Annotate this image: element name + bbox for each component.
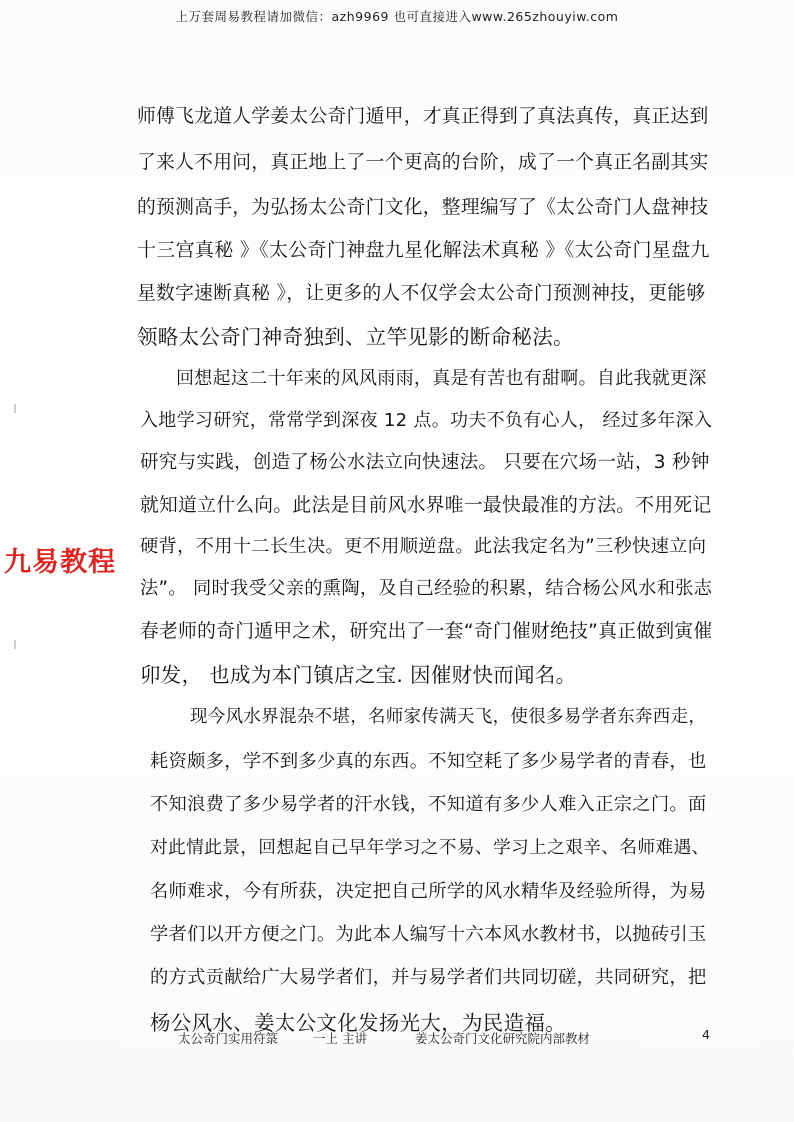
text-line: 不知浪费了多少易学者的汗水钱，不知道有多少人难入正宗之门。面 [150, 794, 707, 815]
text-line: 现今风水界混杂不堪，名师家传满天飞，使很多易学者东奔西走， [190, 707, 707, 727]
text-line: 的预测高手，为弘扬太公奇门文化，整理编写了《太公奇门人盘神技 [137, 197, 709, 218]
text-line: 卯发， 也成为本门镇店之宝. 因催财快而闻名。 [140, 663, 577, 687]
text-line: 入地学习研究，常常学到深夜 12 点。功夫不负有心人， 经过多年深入 [140, 410, 713, 431]
text-line: 耗资颇多，学不到多少真的东西。不知空耗了多少易学者的青春，也 [150, 751, 707, 772]
text-line: 学者们以开方便之门。为此本人编写十六本风水教材书，以抛砖引玉 [150, 924, 707, 945]
text-line: 硬背，不用十二长生决。更不用顺逆盘。此法我定名为”三秒快速立向 [140, 536, 707, 557]
footer-title: 太公奇门实用符箓 [178, 1031, 279, 1046]
margin-mark [14, 640, 16, 649]
text-line: 杨公风水、姜太公文化发扬光大，为民造福。 [150, 1011, 566, 1035]
text-line: 回想起这二十年来的风风雨雨，真是有苦也有甜啊。自此我就更深 [176, 368, 707, 389]
text-line: 星数字速断真秘 》，让更多的人不仅学会太公奇门预测神技，更能够 [137, 283, 706, 304]
footer-author: 一上 主讲 [313, 1031, 367, 1046]
footer-publisher: 姜太公奇门文化研究院内部教材 [415, 1031, 591, 1046]
watermark-logo: 九易教程 [4, 547, 116, 578]
text-line: 春老师的奇门遁甲之术，研究出了一套“奇门催财绝技”真正做到寅催 [140, 621, 713, 642]
text-line: 就知道立什么向。此法是目前风水界唯一最快最准的方法。不用死记 [140, 495, 712, 516]
page-header: 上万套周易教程请加微信：azh9969 也可直接进入www.265zhouyiw.com [175, 9, 619, 24]
text-line: 师傅飞龙道人学姜太公奇门遁甲，才真正得到了真法真传，真正达到 [137, 106, 709, 127]
text-line: 十三宫真秘 》《太公奇门神盘九星化解法术真秘 》《太公奇门星盘九 [137, 239, 710, 261]
margin-mark [14, 404, 16, 413]
text-line: 研究与实践，创造了杨公水法立向快速法。 只要在穴场一站，3 秒钟 [140, 452, 710, 473]
text-line: 法”。 同时我受父亲的熏陶，及自己经验的积累，结合杨公风水和张志 [140, 578, 713, 599]
text-line: 了来人不用问，真正地上了一个更高的台阶，成了一个真正名副其实 [137, 152, 709, 173]
text-line: 对此情此景，回想起自己早年学习之不易、学习上之艰辛、名师难遇、 [150, 838, 710, 858]
page-number: 4 [702, 1027, 710, 1042]
text-line: 领略太公奇门神奇独到、立竿见影的断命秘法。 [137, 325, 574, 349]
text-line: 的方式贡献给广大易学者们，并与易学者们共同切磋，共同研究，把 [150, 967, 707, 988]
text-line: 名师难求，今有所获，决定把自己所学的风水精华及经验所得，为易 [150, 881, 707, 902]
